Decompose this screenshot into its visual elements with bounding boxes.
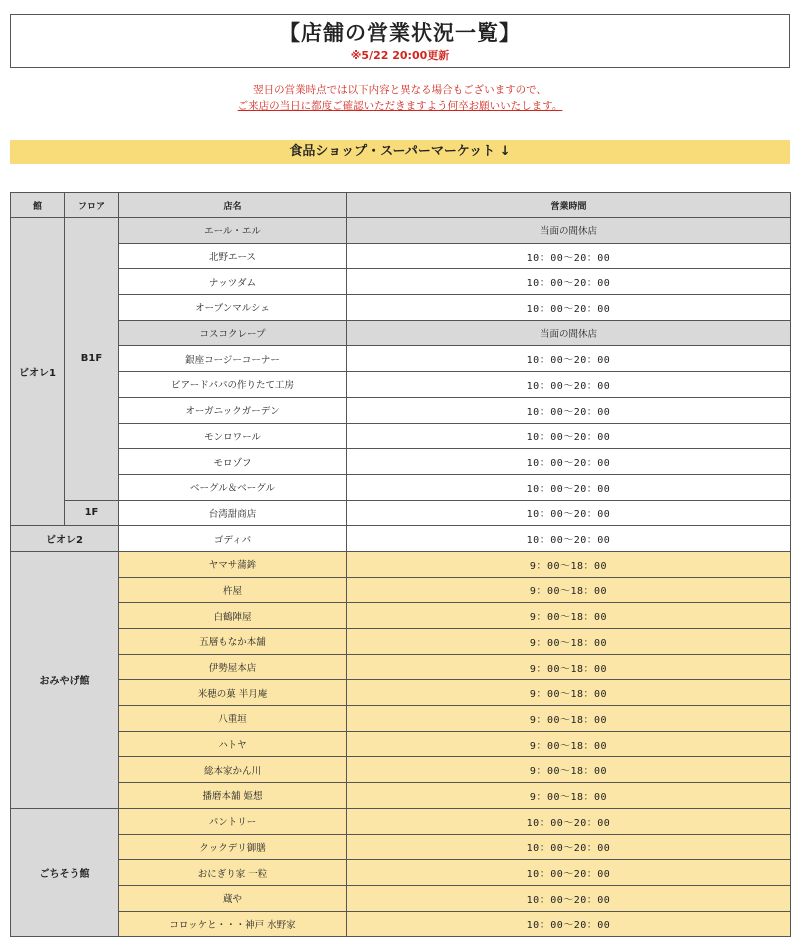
store-name: ナッツダム [119,269,347,295]
store-hours: 9：00～18：00 [347,629,791,655]
table-row [11,500,791,526]
store-name: クックデリ御膳 [119,834,347,860]
store-hours: 10：00～20：00 [347,808,791,834]
table-row [11,551,791,577]
title-box [10,14,790,68]
store-name: 銀座コージーコーナー [119,346,347,372]
table-row [11,860,791,886]
floor-cell: B1F [65,218,119,501]
store-hours: 9：00～18：00 [347,757,791,783]
col-header-kan: 館 [11,193,65,218]
table-row [11,449,791,475]
store-hours: 10：00～20：00 [347,860,791,886]
building-cell: ごちそう館 [11,808,119,936]
store-name: モロゾフ [119,449,347,475]
store-name: モンロワール [119,423,347,449]
table-row [11,346,791,372]
store-hours: 10：00～20：00 [347,346,791,372]
store-hours: 10：00～20：00 [347,911,791,937]
table-row [11,731,791,757]
store-name: オーブンマルシェ [119,295,347,321]
store-name: おにぎり家 一粒 [119,860,347,886]
store-hours: 当面の間休店 [347,218,791,244]
store-name: ゴディバ [119,526,347,552]
store-name: ハトヤ [119,731,347,757]
store-name: コスコクレープ [119,320,347,346]
store-name: 蔵や [119,885,347,911]
building-cell: ビオレ2 [11,526,119,552]
table-row [11,911,791,937]
store-name: 杵屋 [119,577,347,603]
table-row [11,526,791,552]
table-row [11,243,791,269]
store-hours: 9：00～18：00 [347,706,791,732]
table-row [11,320,791,346]
table-row [11,474,791,500]
building-cell: おみやげ館 [11,551,119,808]
store-hours: 9：00～18：00 [347,783,791,809]
store-name: ヤマサ蒲鉾 [119,551,347,577]
store-hours: 9：00～18：00 [347,577,791,603]
update-timestamp: ※5/22 20:00更新 [350,49,450,62]
store-hours: 10：00～20：00 [347,295,791,321]
table-row [11,372,791,398]
store-hours: 9：00～18：00 [347,680,791,706]
notice-line-2: ご来店の当日に都度ご確認いただきますよう何卒お願いいたします。 [237,100,563,112]
store-name: 台湾甜商店 [119,500,347,526]
store-hours: 9：00～18：00 [347,603,791,629]
col-header-floor: フロア [65,193,119,218]
store-name: 北野エース [119,243,347,269]
table-row [11,295,791,321]
store-name: 八重垣 [119,706,347,732]
store-hours: 10：00～20：00 [347,834,791,860]
table-row [11,706,791,732]
building-cell: ビオレ1 [11,218,65,526]
store-name: パントリー [119,808,347,834]
col-header-store: 店名 [119,193,347,218]
table-row [11,397,791,423]
store-name: 五層もなか本舗 [119,629,347,655]
table-row [11,423,791,449]
page-title: 【店舗の営業状況一覧】 [279,21,521,45]
store-hours: 10：00～20：00 [347,397,791,423]
notice-line-1: 翌日の営業時点では以下内容と異なる場合もございますので、 [253,84,547,96]
table-row [11,218,791,244]
store-hours-table [10,192,791,937]
table-row [11,577,791,603]
store-hours: 10：00～20：00 [347,500,791,526]
table-row [11,654,791,680]
store-hours: 9：00～18：00 [347,551,791,577]
table-row [11,629,791,655]
store-name: ビアードパパの作りたて工房 [119,372,347,398]
store-name: 白鶴陣屋 [119,603,347,629]
store-name: 米穂の菓 半月庵 [119,680,347,706]
store-hours: 10：00～20：00 [347,423,791,449]
table-row [11,680,791,706]
section-heading: 食品ショップ・スーパーマーケット ↓ [10,140,790,164]
store-hours: 10：00～20：00 [347,885,791,911]
store-name: 総本家かん川 [119,757,347,783]
store-name: コロッケと・・・神戸 水野家 [119,911,347,937]
store-name: 伊勢屋本店 [119,654,347,680]
table-row [11,885,791,911]
store-name: オーガニックガーデン [119,397,347,423]
table-row [11,834,791,860]
store-hours: 9：00～18：00 [347,654,791,680]
col-header-hours: 営業時間 [347,193,791,218]
table-row [11,269,791,295]
store-hours: 10：00～20：00 [347,449,791,475]
store-hours: 10：00～20：00 [347,269,791,295]
store-hours: 9：00～18：00 [347,731,791,757]
store-hours: 10：00～20：00 [347,243,791,269]
table-row [11,757,791,783]
store-name: ベーグル＆ベーグル [119,474,347,500]
store-name: エール・エル [119,218,347,244]
notice [0,82,800,114]
store-hours: 10：00～20：00 [347,474,791,500]
table-row [11,603,791,629]
store-name: 播磨本舗 姫想 [119,783,347,809]
table-row [11,808,791,834]
table-row [11,783,791,809]
store-hours: 10：00～20：00 [347,526,791,552]
floor-cell: 1F [65,500,119,526]
table-header-row [11,193,791,218]
store-hours: 当面の間休店 [347,320,791,346]
store-hours: 10：00～20：00 [347,372,791,398]
